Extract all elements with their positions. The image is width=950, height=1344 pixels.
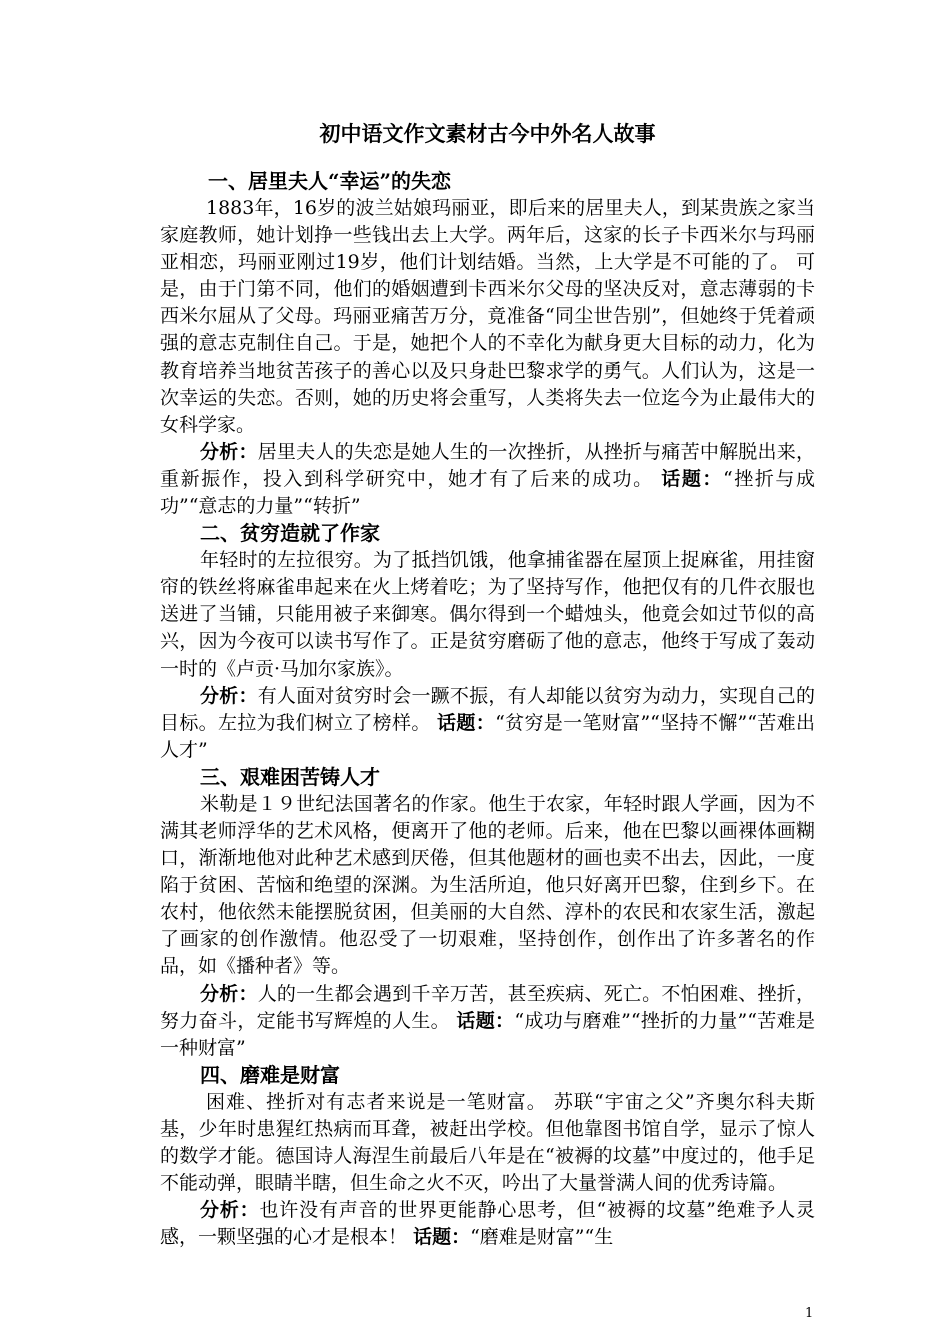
- section-heading: 四、磨难是财富: [200, 1062, 340, 1087]
- section-1: [160, 168, 815, 520]
- analysis-paragraph: [160, 683, 815, 764]
- section-3: [160, 764, 815, 1062]
- analysis-paragraph: [160, 981, 815, 1062]
- topic-text: “成功与磨难”“挫折的力量”“苦难是一种财富”: [160, 1009, 815, 1059]
- analysis-paragraph: [160, 439, 815, 520]
- analysis-label: 分析：: [200, 982, 258, 1005]
- analysis-label: 分析：: [200, 1199, 260, 1222]
- document-title: 初中语文作文素材古今中外名人故事: [319, 121, 656, 146]
- topic-label: 话题：: [437, 711, 496, 734]
- story-paragraph: 1883年，16岁的波兰姑娘玛丽亚，即后来的居里夫人，到某贵族之家当家庭教师，她计划挣一些钱出去上大学。两年后，这家的长子卡西米尔与玛丽亚相恋，玛丽亚刚过19岁，他们计划结婚。当然，上大学是不可能的了。 可是，由于门第不同，他们的婚姻遭到卡西米尔父母的坚决反对，意志薄弱的卡西米尔屈从了父母。玛丽亚痛苦万分，竟准备“同尘世告别”，但她终于凭着顽强的意志克制住自己。于是，她把个人的不幸化为献身更大目标的动力，化为教育培养当地贫苦孩子的善心以及只身赴巴黎求学的勇气。人们认为，这是一次幸运的失恋。否则，她的历史将会重写，人类将失去一位迄今为止最伟大的女科学家。: [160, 197, 815, 436]
- topic-text: “挫折与成功”“意志的力量”“转折”: [160, 467, 815, 518]
- topic-text: “磨难是财富”“生: [470, 1226, 614, 1249]
- analysis-label: 分析：: [200, 440, 258, 463]
- section-heading: 三、艰难困苦铸人才: [200, 764, 380, 789]
- analysis-text: 有人面对贫穷时会一蹶不振，有人却能以贫穷为动力，实现自己的目标。左拉为我们树立了榜样。: [160, 684, 815, 734]
- analysis-label: 分析：: [200, 684, 258, 707]
- topic-label: 话题：: [661, 467, 723, 490]
- story-paragraph: 米勒是１９世纪法国著名的作家。他生于农家，年轻时跟人学画，因为不满其老师浮华的艺术风格，便离开了他的老师。后来，他在巴黎以画裸体画糊口，渐渐地他对此种艺术感到厌倦，但其他题材的画也卖不出去，因此，一度陷于贫困、苦恼和绝望的深渊。为生活所迫，他只好离开巴黎，住到乡下。在农村，他依然未能摆脱贫困，但美丽的大自然、淳朴的农民和农家生活，激起了画家的创作激情。他忍受了一切艰难，坚持创作，创作出了许多著名的作品，如《播种者》等。: [160, 792, 815, 978]
- story-paragraph: 年轻时的左拉很穷。为了抵挡饥饿，他拿捕雀器在屋顶上捉麻雀，用挂窗帘的铁丝将麻雀串起来在火上烤着吃；为了坚持写作，他把仅有的几件衣服也送进了当铺，只能用被子来御寒。偶尔得到一个蜡烛头，他竟会如过节似的高兴，因为今夜可以读书写作了。正是贫穷磨砺了他的意志，他终于写成了轰动一时的《卢贡·马加尔家族》。: [160, 549, 815, 680]
- topic-label: 话题：: [456, 1009, 515, 1032]
- story-paragraph: 困难、挫折对有志者来说是一笔财富。 苏联“宇宙之父”齐奥尔科夫斯基，少年时患猩红热病而耳聋，被赶出学校。但他靠图书馆自学，显示了惊人的数学才能。德国诗人海涅生前最后八年是在“被褥的坟墓”中度过的，他手足不能动弹，眼睛半瞎，但生命之火不灭，吟出了大量誉满人间的优秀诗篇。: [160, 1090, 815, 1195]
- document-page: [160, 120, 815, 1251]
- section-heading: 一、居里夫人“幸运”的失恋: [208, 169, 452, 193]
- page-number: 1: [805, 1306, 814, 1321]
- analysis-paragraph: [160, 1197, 815, 1251]
- topic-text: “贫穷是一笔财富”“坚持不懈”“苦难出人才”: [160, 711, 815, 761]
- analysis-text: 居里夫人的失恋是她人生的一次挫折，从挫折与痛苦中解脱出来，重新振作，投入到科学研究中，她才有了后来的成功。: [160, 440, 815, 490]
- section-heading: 二、贫穷造就了作家: [200, 521, 380, 546]
- topic-label: 话题：: [413, 1226, 471, 1249]
- analysis-text: 人的一生都会遇到千辛万苦，甚至疾病、死亡。不怕困难、挫折，努力奋斗，定能书写辉煌的人生。: [160, 982, 815, 1032]
- section-4: [160, 1062, 815, 1252]
- analysis-text: 也许没有声音的世界更能静心思考，但“被褥的坟墓”绝难予人灵感，一颗坚强的心才是根本！: [160, 1199, 815, 1249]
- section-2: [160, 520, 815, 764]
